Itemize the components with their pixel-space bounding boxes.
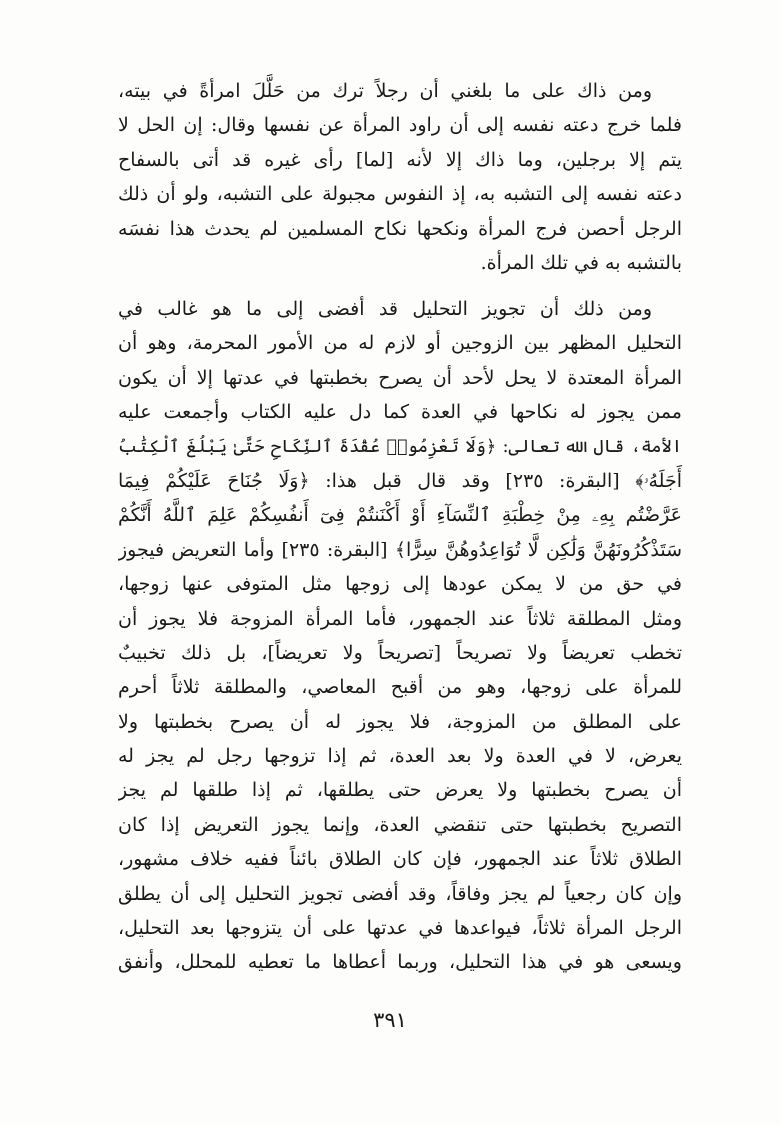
text-line: للمرأة على زوجها، وهو من أقبح المعاصي، والمطلقة ثلاثاً أحرم bbox=[118, 676, 682, 699]
paragraph-1 bbox=[118, 74, 682, 280]
paragraph-2 bbox=[118, 292, 682, 980]
text-line: ومثل المطلقة ثلاثاً عند الجمهور، فأما المرأة المزوجة فلا يجوز أن bbox=[118, 607, 682, 630]
text-line: الطلاق ثلاثاً عند الجمهور، فإن كان الطلاق بائناً ففيه خلاف مشهور، bbox=[118, 848, 682, 871]
text-line: الرجل المرأة ثلاثاً، فيواعدها في عدتها على أن يتزوجها بعد التحليل، bbox=[118, 917, 682, 940]
text-line: ويسعى هو في هذا التحليل، وربما أعطاها ما تعطيه للمحلل، وأنفق bbox=[118, 951, 682, 974]
text-line: أن يصرح بخطبتها ولا يعرض حتى يطلقها، ثم إذا طلقها لم يجز bbox=[118, 779, 682, 802]
quran-verse-line: الأمة، قال الله تعالى: ﴿وَلَا تَعْزِمُوا۟ عُقْدَةَ ٱلنِّكَاحِ حَتَّىٰ يَبْلُغَ ٱلْكِتَٰبُ bbox=[118, 436, 682, 457]
text-line: تخطب تعريضاً ولا تصريحاً [تصريحاً ولا تعريضاً]، بل ذلك تخبيبٌ bbox=[118, 641, 682, 664]
text-line: في حق من لا يمكن عودها إلى زوجها مثل المتوفى عنها زوجها، bbox=[118, 573, 682, 596]
page-number: ٣٩١ bbox=[373, 1008, 407, 1032]
text-line: ممن يجوز له نكاحها في العدة كما دل عليه الكتاب وأجمعت عليه bbox=[118, 401, 682, 424]
text-line: يعرض، لا في العدة ولا بعد العدة، ثم إذا تزوجها رجل لم يجز له bbox=[118, 745, 682, 768]
quran-verse-line: سَتَذْكُرُونَهُنَّ وَلَٰكِن لَّا تُوَاعِدُوهُنَّ سِرًّا﴾ [البقرة: ٢٣٥] وأما التعريض فيجوز bbox=[118, 538, 682, 561]
quran-verse-line: أَجَلَهُۥ﴾ [البقرة: ٢٣٥] وقد قال قبل هذا: ﴿وَلَا جُنَاحَ عَلَيْكُمْ فِيمَا bbox=[118, 469, 682, 492]
text-line: على المطلق من المزوجة، فلا يجوز له أن يصرح بخطبتها ولا bbox=[118, 710, 682, 733]
text-line: دعته نفسه إلى التشبه به، إذ النفوس مجبولة على التشبه، ولو أن ذلك bbox=[118, 183, 682, 206]
text-line: بالتشبه به في تلك المرأة. bbox=[480, 251, 682, 274]
text-line: يتم إلا برجلين، وما ذاك إلا لأنه [لما] رأى غيره قد أتى بالسفاح bbox=[118, 148, 682, 171]
text-line: التصريح بخطبتها حتى تنقضي العدة، وإنما يجوز التعريض إذا كان bbox=[118, 813, 682, 836]
text-line: التحليل المظهر بين الزوجين أو لازم له من الأمور المحرمة، وهو أن bbox=[118, 332, 682, 355]
text-line: ومن ذاك على ما بلغني أن رجلاً ترك من حَلَّلَ امرأةً في بيته، bbox=[118, 80, 652, 102]
text-line: فلما خرج دعته نفسه إلى أن راود المرأة عن نفسها وقال: إن الحل لا bbox=[118, 114, 682, 137]
quran-verse-line: عَرَّضْتُم بِهِۦ مِنْ خِطْبَةِ ٱلنِّسَآءِ أَوْ أَكْنَنتُمْ فِىٓ أَنفُسِكُمْ عَلِمَ ٱللَّهُ أَنَّكُمْ bbox=[118, 504, 682, 527]
text-line: وإن كان رجعياً لم يجز وفاقاً، وقد أفضى تجويز التحليل إلى أن يطلق bbox=[118, 882, 682, 905]
text-line: الرجل أحصن فرج المرأة ونكحها نكاح المسلمين لم يحدث هذا نفسَه bbox=[118, 217, 682, 240]
text-line: المرأة المعتدة لا يحل لأحد أن يصرح بخطبتها في عدتها إلا أن يكون bbox=[118, 366, 682, 389]
text-line: ومن ذلك أن تجويز التحليل قد أفضى إلى ما هو غالب في bbox=[118, 298, 652, 320]
